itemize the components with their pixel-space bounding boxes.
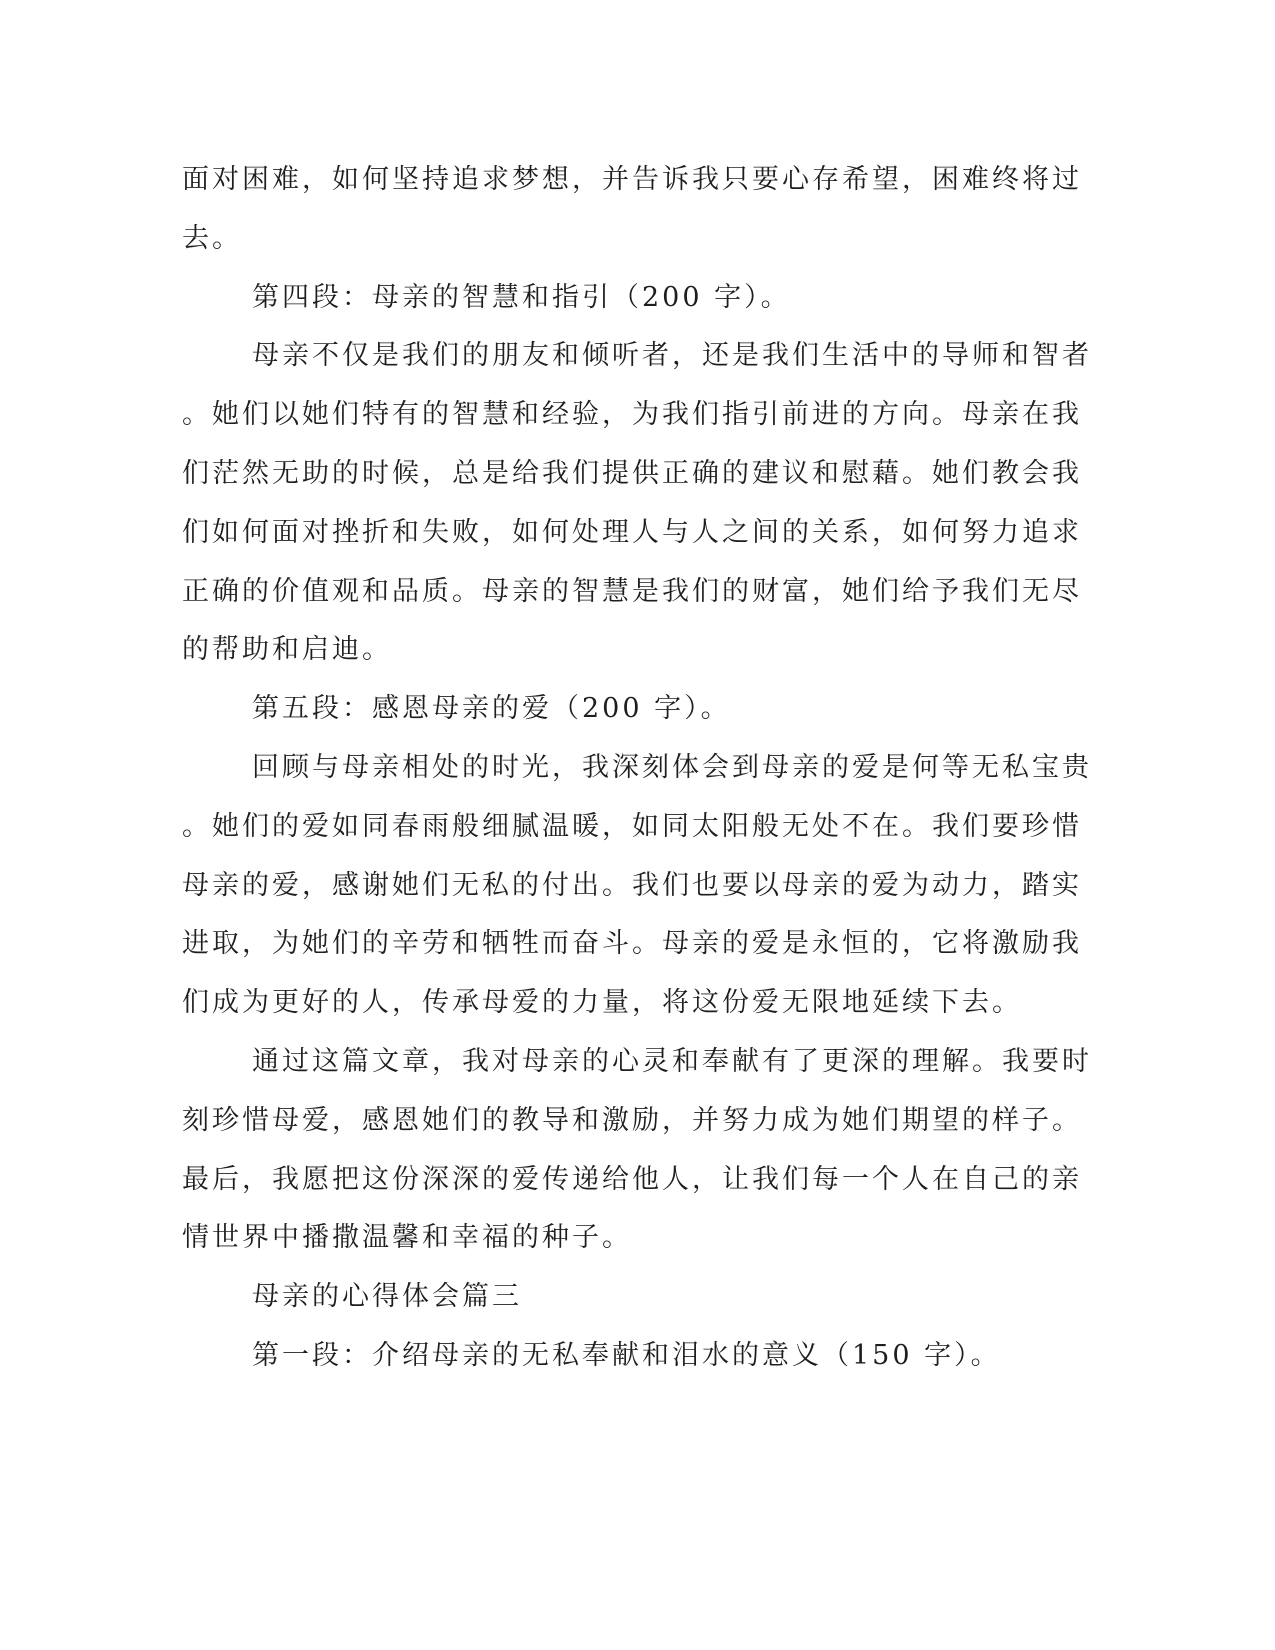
text-line: 进取，为她们的辛劳和牺牲而奋斗。母亲的爱是永恒的，它将激励我 [182, 928, 1082, 959]
text-line: 。她们以她们特有的智慧和经验，为我们指引前进的方向。母亲在我 [182, 399, 1082, 430]
text-line: 最后，我愿把这份深深的爱传递给他人，让我们每一个人在自己的亲 [182, 1164, 1082, 1195]
section-heading: 第五段：感恩母亲的爱（200 字）。 [252, 693, 731, 724]
text-line: 们成为更好的人，传承母爱的力量，将这份爱无限地延续下去。 [182, 987, 1022, 1018]
text-line: 的帮助和启迪。 [182, 634, 392, 665]
article-title: 母亲的心得体会篇三 [252, 1281, 522, 1312]
text-line: 去。 [182, 223, 242, 254]
text-line: 面对困难，如何坚持追求梦想，并告诉我只要心存希望，困难终将过 [182, 164, 1082, 195]
text-line: 。她们的爱如同春雨般细腻温暖，如同太阳般无处不在。我们要珍惜 [182, 811, 1082, 842]
text-line: 母亲不仅是我们的朋友和倾听者，还是我们生活中的导师和智者 [252, 340, 1092, 371]
text-line: 们如何面对挫折和失败，如何处理人与人之间的关系，如何努力追求 [182, 517, 1082, 548]
section-heading: 第一段：介绍母亲的无私奉献和泪水的意义（150 字）。 [252, 1340, 1001, 1371]
text-line: 母亲的爱，感谢她们无私的付出。我们也要以母亲的爱为动力，踏实 [182, 870, 1082, 901]
text-line: 们茫然无助的时候，总是给我们提供正确的建议和慰藉。她们教会我 [182, 458, 1082, 489]
text-line: 情世界中播撒温馨和幸福的种子。 [182, 1222, 632, 1253]
section-heading: 第四段：母亲的智慧和指引（200 字）。 [252, 282, 791, 313]
text-line: 正确的价值观和品质。母亲的智慧是我们的财富，她们给予我们无尽 [182, 576, 1082, 607]
text-line: 通过这篇文章，我对母亲的心灵和奉献有了更深的理解。我要时 [252, 1046, 1092, 1077]
text-line: 回顾与母亲相处的时光，我深刻体会到母亲的爱是何等无私宝贵 [252, 752, 1092, 783]
text-line: 刻珍惜母爱，感恩她们的教导和激励，并努力成为她们期望的样子。 [182, 1105, 1082, 1136]
